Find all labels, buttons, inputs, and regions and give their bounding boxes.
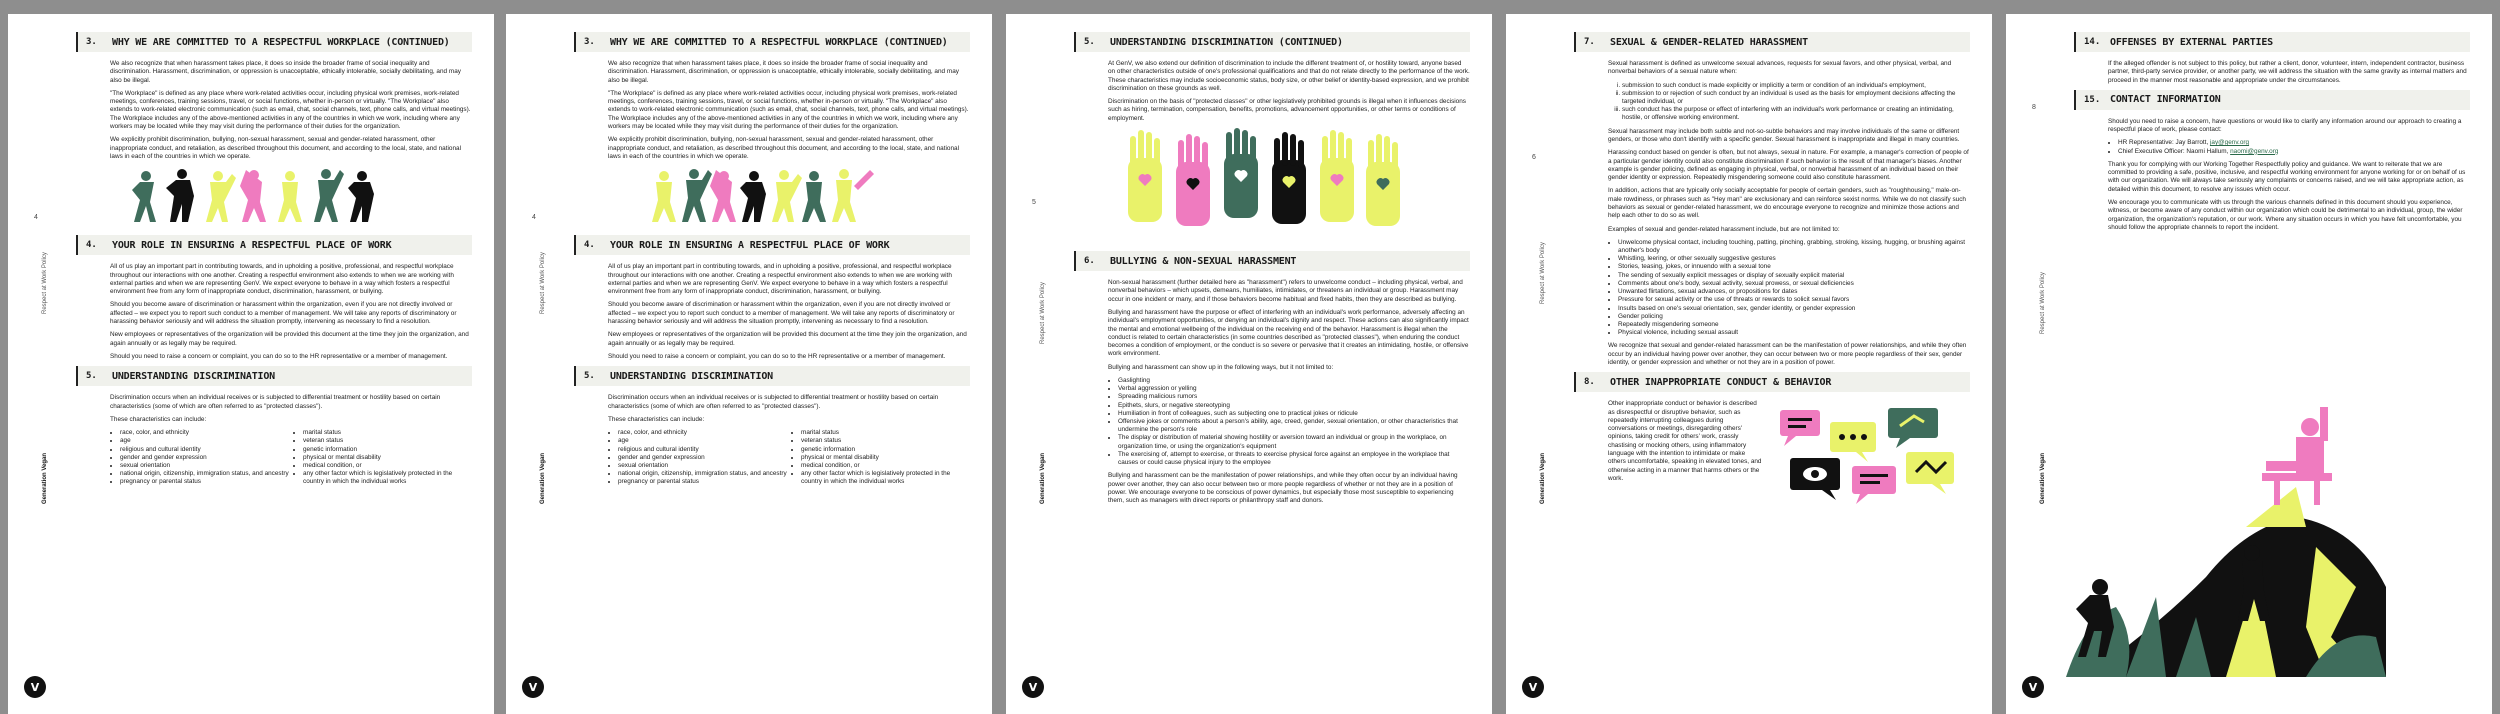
ceo-email-link[interactable]: naomi@genv.org: [2230, 147, 2279, 155]
list-column: [303, 429, 472, 486]
genv-logo: V: [1522, 676, 1544, 698]
list-item: • gender and gender expression: [618, 454, 787, 462]
paragraph: Bullying and harassment can show up in the following ways, but it not limited to:: [1108, 363, 1334, 371]
list-item: • Repeatedly misgendering someone: [1618, 321, 1970, 329]
paragraph: Discrimination on the basis of "protected classes" or other legislatively prohibited grounds is illegal when it influences decisions such as hiring, termination, compensation, benefits, promotions, advancement opportunities, or other terms or conditions of employment.: [1108, 98, 1466, 122]
list-item: • Spreading malicious rumors: [1118, 393, 1470, 401]
paragraph: Examples of sexual and gender-related harassment include, but are not limited to:: [1608, 225, 1840, 233]
paragraph: Bullying and harassment have the purpose or effect of interfering with an individual's work performance, adversely affecting an individual's employment opportunities, or denying an individual's dignity and respect. These actions can also significantly impact the mental and emotional wellbeing of the individual on the receiving end of the behavior. Harassment is illegal when the conduct is related to certain characteristics (in some countries described as "protected classes"), when enduring the conduct becomes a condition of employment, or the conduct is so severe or pervasive that it creates an intimidating, hostile, or offensive work environment.: [1108, 308, 1469, 358]
list-item: • Gaslighting: [1118, 377, 1470, 385]
list-column: [801, 429, 970, 486]
section-heading: [2074, 32, 2470, 52]
person-icon: [2262, 407, 2332, 505]
list-item: • Humiliation in front of colleagues, such as subjecting one to practical jokes or ridicule: [1118, 410, 1470, 418]
org-name-vertical: Generation Vegan: [540, 452, 546, 504]
page-3: [1006, 14, 1492, 714]
list-item: • Verbal aggression or yelling: [1118, 385, 1470, 393]
list-item: • any other factor which is legislatively protected in the country in which the individual works: [801, 470, 970, 486]
list-item: • gender and gender expression: [120, 454, 289, 462]
section-title: YOUR ROLE IN ENSURING A RESPECTFUL PLACE OF WORK: [112, 239, 392, 251]
section-heading: [1074, 251, 1470, 271]
section-heading: [1074, 32, 1470, 52]
org-name-vertical: Generation Vegan: [42, 452, 48, 504]
paragraph: Sexual harassment may include both subtle and not-so-subtle behaviors and may involve individuals of the same or different genders, or those who don't identify with a specific gender. Sexual harassment is inappropriate and illegal in many countries.: [1608, 127, 1960, 143]
list-column: [120, 429, 289, 486]
paragraph: Thank you for complying with our Working Together Respectfully policy and guidance. We want to reiterate that we are committed to providing a safe, positive, inclusive, and respectful working environment for anyone working for or on behalf of us with our organization. We will always take seriously any complaints or concerns raised, and we will take appropriate action, as detailed within this document, to resolve any issues which occur.: [2108, 160, 2466, 193]
list-item: • pregnancy or parental status: [120, 478, 289, 486]
list-item: • marital status: [303, 429, 472, 437]
list-item: • Physical violence, including sexual assault: [1618, 329, 1970, 337]
section-number: 8.: [1584, 377, 1595, 388]
dancing-people-illustration: [110, 166, 472, 229]
speech-bubble-icon: [1780, 408, 1954, 504]
page-margin: [8, 14, 76, 714]
section-number: 14.: [2084, 37, 2101, 47]
list-item: • veteran status: [303, 437, 472, 445]
org-name-vertical: Generation Vegan: [1540, 452, 1546, 504]
list-item: • marital status: [801, 429, 970, 437]
section-number: 15.: [2084, 94, 2101, 105]
doc-title-vertical: Respect at Work Policy: [1540, 242, 1546, 304]
paragraph: Sexual harassment is defined as unwelcome sexual advances, requests for sexual favors, and other physical, verbal, and nonverbal behaviors of a sexual nature when:: [1608, 60, 1952, 76]
mountain-figures-illustration: [2066, 377, 2396, 702]
section-title: OFFENSES BY EXTERNAL PARTIES: [2110, 36, 2273, 48]
paragraph: We encourage you to communicate with us through the various channels defined in this document should you experience, witness, or become aware of any conduct within our organization which could be detrimental to an individual, group, the wider organization, the organization's reputation, or our work. Where any situation occurs in which you have felt uncomfortable, you should follow the appropriate channels to report the incident.: [2108, 199, 2463, 231]
contact-label: HR Representative: Jay Barrott,: [2118, 139, 2209, 147]
paragraph: Discrimination occurs when an individual receives or is subjected to differential treatment or hostility based on certain characteristics (some of which are often referred to as "protected classes").: [608, 394, 939, 410]
list-item: • national origin, citizenship, immigration status, and ancestry: [618, 470, 787, 478]
list-column: [618, 429, 787, 486]
section-heading: [2074, 90, 2470, 110]
paragraph: If the alleged offender is not subject to this policy, but rather a client, donor, volunteer, intern, independent contractor, business partner, third-party service provider, or another party, we will address the situation with the same gravity as internal matters and proceed in the manner most reasonable and appropriate under the circumstances.: [2108, 60, 2467, 84]
list-item: i. submission to such conduct is made explicitly or implicitly a term or condition of an individual's employment,: [1622, 82, 1970, 90]
list-item: • Unwelcome physical contact, including touching, patting, pinching, grabbing, stroking, kissing, hugging, or brushing against another's body: [1618, 239, 1970, 255]
list-item: • medical condition, or: [801, 462, 970, 470]
paragraph: Should you become aware of discrimination or harassment within the organization, even if you are not directly involved or affected – we expect you to report such conduct to a member of management. We will take any reports of discriminatory or harassing behavior seriously and will address the situation promptly, intervening as necessary to find a resolution.: [110, 301, 457, 326]
org-name-vertical: Generation Vegan: [2040, 452, 2046, 504]
list-item: • The sending of sexually explicit messages or display of sexually explicit material: [1618, 272, 1970, 280]
list-item: • Whistling, leering, or other sexually suggestive gestures: [1618, 255, 1970, 263]
list-item: • race, color, and ethnicity: [618, 429, 787, 437]
section-number: 4.: [86, 240, 97, 251]
raised-hands-illustration: [1108, 128, 1470, 245]
paragraph: We recognize that sexual and gender-related harassment can be the manifestation of power relationships, and while they often occur by an individual having power over another, they can occur between two or more people regardless of their sex, gender identity, or gender expression and whether or not they are in a position of power.: [1608, 342, 1967, 366]
list-item: • Pressure for sexual activity or the use of threats or rewards to solicit sexual favors: [1618, 296, 1970, 304]
list-item: • Comments about one's body, sexual activity, sexual prowess, or sexual deficiencies: [1618, 280, 1970, 288]
section-8-body: [1574, 400, 1970, 515]
hand-icon: [1128, 128, 1400, 226]
paragraph: In addition, actions that are typically only socially acceptable for people of certain genders, such as "roughhousing," male-on-male rowdiness, or phrases such as "Hey man" are exclusionary and can reinforce sexist norms. While we do not classify such behaviors as sexual or gender-related harassment, we do encourage everyone to recognize and minimize those actions and help each other to do so as well.: [1608, 187, 1966, 220]
page-number: 8: [2032, 104, 2036, 111]
page-2: [506, 14, 992, 714]
paragraph: These characteristics can include:: [608, 415, 705, 423]
section-number: 3.: [584, 37, 595, 47]
list-item: • Unwanted flirtations, sexual advances, or propositions for dates: [1618, 288, 1970, 296]
contact-item: [2118, 139, 2470, 147]
paragraph: At GenV, we also extend our definition of discrimination to include the different treatment of, or hostility toward, anyone based on other characteristics outside of one's professional qualifications and that do not relate directly to the performance of the work. These characteristics may include socioeconomic status, body size, or other belief or identity-based expression, and we prohibit discrimination on these grounds as well.: [1108, 60, 1470, 92]
list-item: • The display or distribution of material showing hostility or aversion toward an individual or group in the workplace, on organization time, or using the organization's equipment: [1118, 434, 1470, 450]
page-margin: [1006, 14, 1074, 714]
page-number: 4: [532, 214, 536, 221]
list-item: • age: [120, 437, 289, 445]
paragraph: We also recognize that when harassment takes place, it does so inside the broader frame of social inequality and discrimination. Harassment, discrimination, or oppression is unacceptable, ethically intolerable, socially debilitating, and may also be illegal.: [608, 60, 959, 84]
mountain-icon: [2066, 487, 2386, 677]
section-number: 4.: [584, 240, 595, 251]
list-item: • genetic information: [303, 446, 472, 454]
section-heading: [76, 32, 472, 52]
harassment-examples-list: [1618, 239, 1970, 337]
paragraph: Discrimination occurs when an individual receives or is subjected to differential treatment or hostility based on certain characteristics (some of which are often referred to as "protected classes").: [110, 394, 441, 410]
list-item: • Offensive jokes or comments about a person's ability, age, creed, gender, sexual orientation, or other characteristics that undermine the person's role: [1118, 418, 1470, 434]
page-margin: [1506, 14, 1574, 714]
page-number: 4: [34, 214, 38, 221]
page-content: [76, 28, 472, 704]
hr-email-link[interactable]: jay@genv.org: [2210, 139, 2250, 147]
paragraph: All of us play an important part in contributing towards, and in upholding a positive, professional, and respectful workplace throughout our interactions with one another. Creating a respectful environment also extends to when we are working with external parties and when we are representing GenV. We expect everyone to behave in a way which fosters a respectful environment free from any form of inappropriate conduct, discrimination, harassment, or bullying.: [110, 263, 454, 296]
paragraph: New employees or representatives of the organization will be provided this document at the time they join the organization, and again annually or as legally may be required.: [110, 331, 469, 347]
characteristics-list: [618, 429, 970, 486]
page-content: [574, 28, 970, 704]
doc-title-vertical: Respect at Work Policy: [1040, 282, 1046, 344]
contact-item: [2118, 148, 2470, 156]
list-item: • pregnancy or parental status: [618, 478, 787, 486]
list-item: • Epithets, slurs, or negative stereotyping: [1118, 402, 1470, 410]
page-5: [2006, 14, 2492, 714]
doc-title-vertical: Respect at Work Policy: [2040, 272, 2046, 334]
paragraph: We also recognize that when harassment takes place, it does so inside the broader frame of social inequality and discrimination. Harassment, discrimination, or oppression is unacceptable, ethically intolerable, socially debilitating, and may also be illegal.: [110, 60, 461, 84]
speech-bubbles-illustration: [1770, 400, 1970, 515]
paragraph: Other inappropriate conduct or behavior is described as disrespectful or disruptive behavior, such as repeatedly interrupting colleagues during conversations or meetings, disregarding others' opinions, taking credit for others' work, crassly chastising or mocking others, using inflammatory language with the intention to intimidate or make others uncomfortable, speaking in elevated tones, and otherwise acting in a manner that harms others or the work.: [1608, 400, 1762, 482]
paragraph: Bullying and harassment can be the manifestation of power relationships, and while they often occur by an individual having power over another, they can also occur between two or more people regardless of whether or not they are in a position of power. We encourage everyone to be conscious of power dynamics, but especially those most susceptible to experiencing them, such as managers with direct reports or philanthropy staff and donors.: [1108, 472, 1458, 505]
paragraph: Non-sexual harassment (further detailed here as "harassment") refers to unwelcome conduct – including physical, verbal, and nonverbal behaviors – which upsets, demeans, humiliates, intimidates, or threatens an individual or group. Harassment may occur in one incident or many, and if those behaviors become habitual and fixed habits, then they are described as bullying.: [1108, 279, 1463, 303]
doc-title-vertical: Respect at Work Policy: [42, 252, 48, 314]
page-4: [1506, 14, 1992, 714]
paragraph: Harassing conduct based on gender is often, but not always, sexual in nature. For example, a manager's correction of people of a particular gender identity could also constitute discrimination if such behavior is the result of that manager's biases. Another example is gender policing, defined as engaging in physical, verbal, or nonverbal harassment of an individual based on their gender identity or expression. Repeatedly misgendering someone could also constitute harassment.: [1608, 149, 1969, 182]
section-title: WHY WE ARE COMMITTED TO A RESPECTFUL WORKPLACE (CONTINUED): [610, 36, 948, 48]
section-number: 7.: [1584, 37, 1595, 47]
section-heading: [1574, 32, 1970, 52]
list-item: • sexual orientation: [618, 462, 787, 470]
org-name-vertical: Generation Vegan: [1040, 452, 1046, 504]
section-heading: [1574, 372, 1970, 392]
paragraph: Should you need to raise a concern, have questions or would like to clarify any information around our approach to creating a respectful place of work, please contact:: [2108, 117, 2462, 134]
list-item: • religious and cultural identity: [618, 446, 787, 454]
list-item: ii. submission to or rejection of such conduct by an individual is used as the basis for employment decisions affecting the targeted individual, or: [1622, 90, 1970, 106]
section-number: 5.: [584, 371, 595, 382]
list-item: • Stories, teasing, jokes, or innuendo with a sexual tone: [1618, 263, 1970, 271]
conditions-list: [1622, 82, 1970, 123]
list-item: • physical or mental disability: [801, 454, 970, 462]
paragraph: We explicitly prohibit discrimination, bullying, non-sexual harassment, sexual and gender-related harassment, other inappropriate conduct, and retaliation, as described throughout this document, and according to the local, state, and national laws in each of the countries in which we operate.: [608, 136, 960, 160]
page-number: 6: [1532, 154, 1536, 161]
list-item: • age: [618, 437, 787, 445]
list-item: • any other factor which is legislatively protected in the country in which the individual works: [303, 470, 472, 486]
section-title: OTHER INAPPROPRIATE CONDUCT & BEHAVIOR: [1610, 376, 1832, 388]
page-number: 5: [1032, 199, 1036, 206]
paragraph: These characteristics can include:: [110, 415, 207, 423]
paragraph: "The Workplace" is defined as any place where work-related activities occur, including physical work premises, work-related meetings, conferences, training sessions, travel, or social functions, whether in-person or virtually. "The Workplace" also extends to work-related electronic communication (such as email, chat, social channels, text, phone calls, and virtual meetings). The Workplace includes any of the above-mentioned activities in any of the countries in which we work, including where any workers may be located while they may visit during the performance of their duties for the organization.: [608, 89, 969, 131]
section-title: YOUR ROLE IN ENSURING A RESPECTFUL PLACE OF WORK: [610, 239, 890, 251]
genv-logo: V: [2022, 676, 2044, 698]
section-number: 5.: [86, 371, 97, 382]
section-heading: [574, 366, 970, 386]
bullying-examples-list: [1118, 377, 1470, 467]
list-item: iii. such conduct has the purpose or effect of interfering with an individual's work performance or creating an intimidating, hostile, or offensive working environment.: [1622, 106, 1970, 122]
list-item: • race, color, and ethnicity: [120, 429, 289, 437]
list-item: • veteran status: [801, 437, 970, 445]
genv-logo: V: [1022, 676, 1044, 698]
section-number: 6.: [1084, 256, 1095, 267]
page-margin: [2006, 14, 2074, 714]
section-number: 3.: [86, 37, 97, 47]
list-item: • genetic information: [801, 446, 970, 454]
paragraph: Should you become aware of discrimination or harassment within the organization, even if you are not directly involved or affected – we expect you to report such conduct to a member of management. We will take any reports of discriminatory or harassing behavior seriously and will address the situation promptly, intervening as necessary to find a resolution.: [608, 301, 955, 326]
section-heading: [574, 32, 970, 52]
paragraph: Should you need to raise a concern or complaint, you can do so to the HR representative or a member of management.: [110, 352, 448, 360]
list-item: • religious and cultural identity: [120, 446, 289, 454]
list-item: • physical or mental disability: [303, 454, 472, 462]
section-title: UNDERSTANDING DISCRIMINATION: [610, 370, 773, 382]
figure-icon: [652, 169, 874, 222]
list-item: • medical condition, or: [303, 462, 472, 470]
list-item: • sexual orientation: [120, 462, 289, 470]
characteristics-list: [120, 429, 472, 486]
paragraph: Should you need to raise a concern or complaint, you can do so to the HR representative or a member of management.: [608, 352, 946, 360]
dancing-people-illustration: [608, 166, 970, 229]
list-item: • Gender policing: [1618, 313, 1970, 321]
genv-logo: V: [24, 676, 46, 698]
paragraph: We explicitly prohibit discrimination, bullying, non-sexual harassment, sexual and gender-related harassment, other inappropriate conduct, and retaliation, as described throughout this document, and according to the local, state, and national laws in each of the countries in which we operate.: [110, 136, 462, 160]
doc-title-vertical: Respect at Work Policy: [540, 252, 546, 314]
contact-label: Chief Executive Officer: Naomi Hallum,: [2118, 147, 2229, 155]
genv-logo: V: [522, 676, 544, 698]
figure-icon: [132, 169, 374, 222]
page-content: [1574, 28, 1970, 704]
page-margin: [506, 14, 574, 714]
section-title: UNDERSTANDING DISCRIMINATION: [112, 370, 275, 382]
paragraph: "The Workplace" is defined as any place where work-related activities occur, including physical work premises, work-related meetings, conferences, training sessions, travel, or social functions, whether in-person or virtually. "The Workplace" also extends to work-related electronic communication (such as email, chat, social channels, text, phone calls, and virtual meetings). The Workplace includes any of the above-mentioned activities in any of the countries in which we work, including where any workers may be located while they may visit during the performance of their duties for the organization.: [110, 89, 471, 131]
section-heading: [574, 235, 970, 255]
section-number: 5.: [1084, 37, 1095, 47]
list-item: • Insults based on one's sexual orientation, sex, gender identity, or gender expression: [1618, 305, 1970, 313]
page-1: [8, 14, 494, 714]
section-heading: [76, 366, 472, 386]
paragraph: All of us play an important part in contributing towards, and in upholding a positive, professional, and respectful workplace throughout our interactions with one another. Creating a respectful environment also extends to when we are working with external parties and when we are representing GenV. We expect everyone to behave in a way which fosters a respectful environment free from any form of inappropriate conduct, discrimination, harassment, or bullying.: [608, 263, 952, 296]
list-item: • The exercising of, attempt to exercise, or threats to exercise physical force against an employee in the workplace that causes or could cause physical injury to the employee: [1118, 451, 1470, 467]
list-item: • national origin, citizenship, immigration status, and ancestry: [120, 470, 289, 478]
page-content: [1074, 28, 1470, 704]
section-heading: [76, 235, 472, 255]
section-title: BULLYING & NON-SEXUAL HARASSMENT: [1110, 255, 1297, 267]
section-title: CONTACT INFORMATION: [2110, 94, 2221, 106]
section-title: SEXUAL & GENDER-RELATED HARASSMENT: [1610, 36, 1808, 48]
section-title: UNDERSTANDING DISCRIMINATION (CONTINUED): [1110, 36, 1343, 48]
paragraph: New employees or representatives of the organization will be provided this document at the time they join the organization, and again annually or as legally may be required.: [608, 331, 967, 347]
contacts-list: [2118, 139, 2470, 155]
section-title: WHY WE ARE COMMITTED TO A RESPECTFUL WORKPLACE (CONTINUED): [112, 36, 450, 48]
